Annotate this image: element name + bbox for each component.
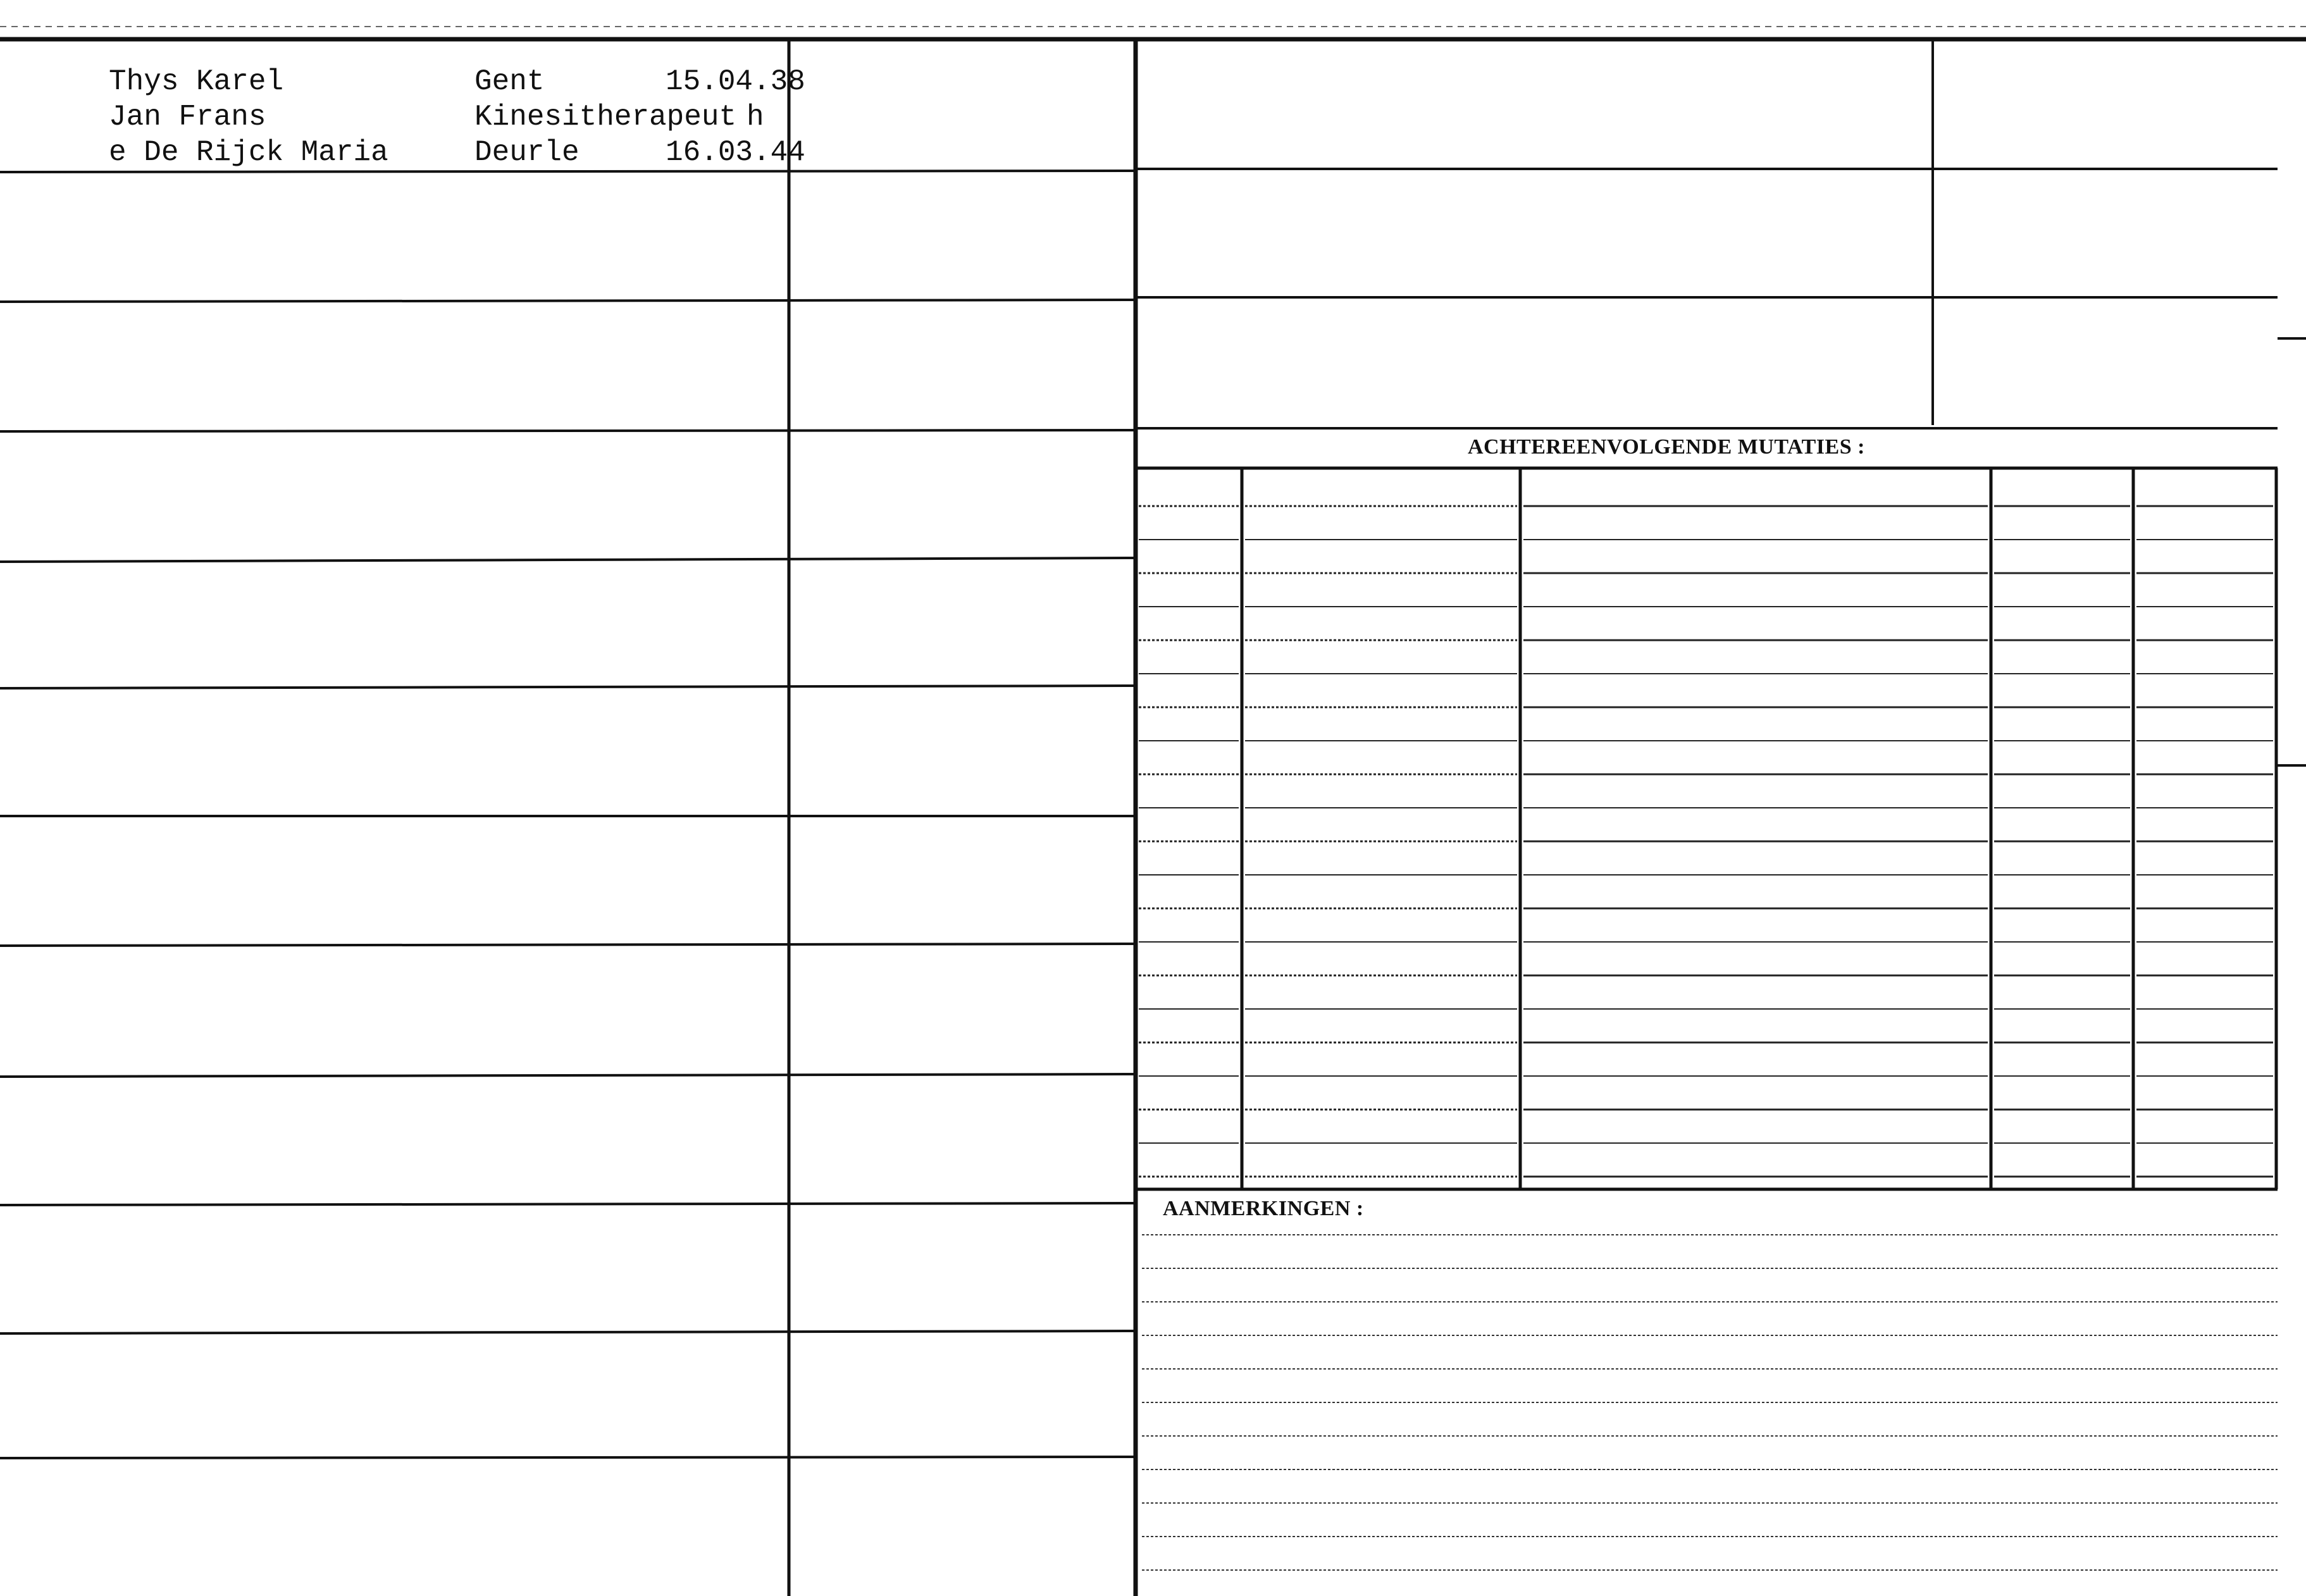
- right-top-rows: [1136, 169, 2278, 428]
- remarks-rows: [1142, 1235, 2278, 1570]
- record-name-2: Jan Frans: [109, 101, 266, 133]
- remarks-heading: AANMERKINGEN :: [1163, 1197, 1364, 1220]
- mutations-table: [1136, 468, 2278, 1189]
- record-place-3: Deurle: [474, 136, 580, 169]
- record-date-1: 15.04.38: [666, 65, 805, 98]
- left-rows: [0, 171, 1136, 1458]
- record-name-3: e De Rijck Maria: [109, 136, 388, 169]
- record-date-3: 16.03.44: [666, 136, 805, 169]
- mutations-rows: [1139, 506, 2273, 1177]
- record-place-1: Gent: [474, 65, 545, 98]
- record-occupation: Kinesitherapeut: [474, 101, 737, 133]
- record-name-1: Thys Karel: [109, 65, 284, 98]
- mutations-heading: ACHTEREENVOLGENDE MUTATIES :: [1468, 435, 1865, 459]
- record-marker: h: [747, 101, 764, 133]
